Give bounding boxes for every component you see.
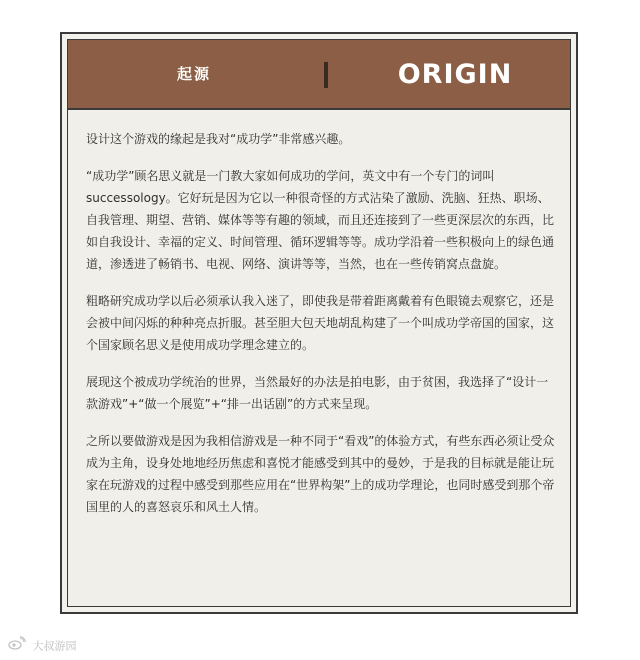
paragraph: “成功学”顾名思义就是一门教大家如何成功的学问，英文中有一个专门的词叫successology。它好玩是因为它以一种很奇怪的方式沾染了激励、洗脑、狂热、职场、自我管理、期望、营销、媒体等等有趣的领域，而且还连接到了一些更深层次的东西，比如自我设计、幸福的定义、时间管理、循环逻辑等等。成功学沿着一些积极向上的绿色通道，渗透进了畅销书、电视、网络、演讲等等，当然，也在一些传销窝点盘旋。 — [86, 169, 555, 271]
article-body — [86, 128, 556, 533]
header-title-cn: 起源 — [176, 65, 211, 83]
panel-header — [68, 40, 570, 110]
paragraph: 之所以要做游戏是因为我相信游戏是一种不同于“看戏”的体验方式，有些东西必须让受众成为主角，设身处地地经历焦虑和喜悦才能感受到其中的曼妙，于是我的目标就是能让玩家在玩游戏的过程中感受到那些应用在“世界构架”上的成功学理论，也同时感受到那个帝国里的人的喜怒哀乐和风土人情。 — [86, 434, 555, 514]
weibo-icon — [8, 636, 26, 657]
header-divider — [324, 62, 328, 88]
paragraph: 粗略研究成功学以后必须承认我入迷了，即使我是带着距离戴着有色眼镜去观察它，还是会被中间闪烁的种种亮点折服。甚至胆大包天地胡乱构建了一个叫成功学帝国的国家，这个国家顾名思义是使用成功学理念建立的。 — [86, 294, 555, 352]
header-title-en: ORIGIN — [397, 59, 513, 90]
watermark-text: 大叔游园 — [32, 639, 77, 653]
origin-panel — [60, 32, 578, 614]
paragraph: 设计这个游戏的缘起是我对“成功学”非常感兴趣。 — [86, 132, 351, 146]
watermark — [8, 636, 77, 656]
paragraph: 展现这个被成功学统治的世界，当然最好的办法是拍电影，由于贫困，我选择了“设计一款游戏”+“做一个展览”+“排一出话剧”的方式来呈现。 — [86, 375, 549, 411]
